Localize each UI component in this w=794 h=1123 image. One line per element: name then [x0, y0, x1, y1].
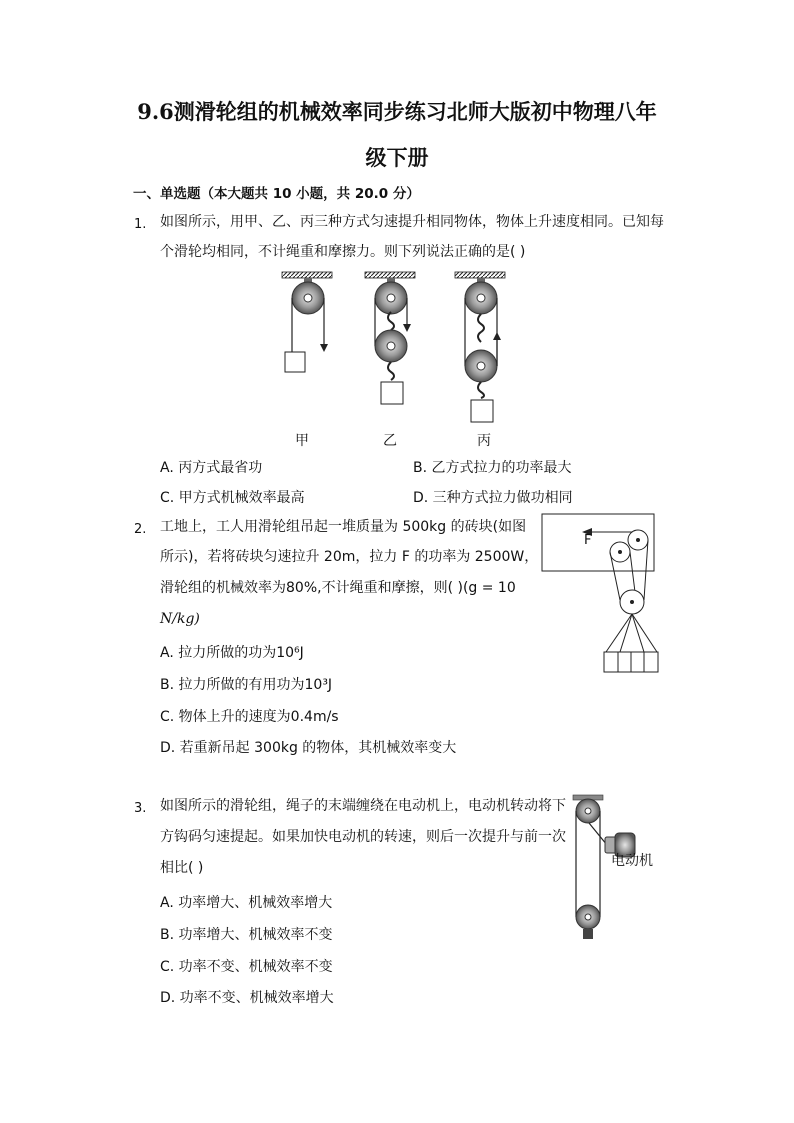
question-3-option-a[interactable]: A. 功率增大、机械效率增大	[160, 895, 333, 911]
question-2-line-2: 所示)，若将砖块匀速拉升 20m，拉力 F 的功率为 2500W，	[160, 549, 539, 565]
question-3-option-c[interactable]: C. 功率不变、机械效率不变	[160, 959, 333, 975]
question-2-option-c[interactable]: C. 物体上升的速度为0.4m/s	[160, 709, 339, 725]
pulley-system-bing	[455, 272, 505, 422]
question-1-line-1: 如图所示，用甲、乙、丙三种方式匀速提升相同物体，物体上升速度相同。已知每	[160, 214, 664, 230]
question-1-option-d[interactable]: D. 三种方式拉力做功相同	[413, 490, 573, 506]
figure-label-yi: 乙	[383, 433, 397, 449]
figure-label-motor: 电动机	[611, 853, 653, 869]
question-1-number: 1.	[134, 217, 147, 232]
question-3-option-d[interactable]: D. 功率不变、机械效率增大	[160, 990, 334, 1006]
question-2-line-1: 工地上，工人用滑轮组吊起一堆质量为 500kg 的砖块(如图	[160, 519, 527, 535]
pulley-system-jia	[282, 272, 332, 372]
figure-label-jia: 甲	[295, 433, 309, 449]
question-2-pulley-figure	[540, 512, 660, 677]
question-2-option-b[interactable]: B. 拉力所做的有用功为10³J	[160, 677, 333, 693]
page-title-line-1: 9.6测滑轮组的机械效率同步练习北师大版初中物理八年	[137, 99, 657, 124]
figure-label-force-f: F	[584, 533, 592, 548]
question-2-line-3: 滑轮组的机械效率为80%,不计绳重和摩擦，则( )(g = 10	[160, 580, 516, 596]
question-1-pulley-figure	[275, 268, 535, 430]
question-1-option-b[interactable]: B. 乙方式拉力的功率最大	[413, 460, 572, 476]
question-3-number: 3.	[134, 801, 147, 816]
question-3-option-b[interactable]: B. 功率增大、机械效率不变	[160, 927, 333, 943]
question-1-option-c[interactable]: C. 甲方式机械效率最高	[160, 490, 305, 506]
question-1-line-2: 个滑轮均相同，不计绳重和摩擦力。则下列说法正确的是( )	[160, 244, 526, 260]
question-3-line-2: 方钩码匀速提起。如果加快电动机的转速，则后一次提升与前一次	[160, 829, 566, 845]
question-3-line-3: 相比( )	[160, 860, 204, 876]
figure-label-bing: 丙	[477, 433, 491, 449]
question-3-line-1: 如图所示的滑轮组，绳子的末端缠绕在电动机上，电动机转动将下	[160, 798, 566, 814]
question-2-line-4: N/kg)	[160, 611, 200, 627]
question-2-option-d[interactable]: D. 若重新吊起 300kg 的物体，其机械效率变大	[160, 740, 457, 756]
question-1-option-a[interactable]: A. 丙方式最省功	[160, 460, 263, 476]
question-2-number: 2.	[134, 522, 147, 537]
question-2-option-a[interactable]: A. 拉力所做的功为10⁶J	[160, 645, 304, 661]
section-header: 一、单选题（本大题共 10 小题，共 20.0 分）	[133, 186, 420, 202]
page-title-line-2: 级下册	[365, 145, 429, 170]
pulley-system-yi	[365, 272, 415, 404]
